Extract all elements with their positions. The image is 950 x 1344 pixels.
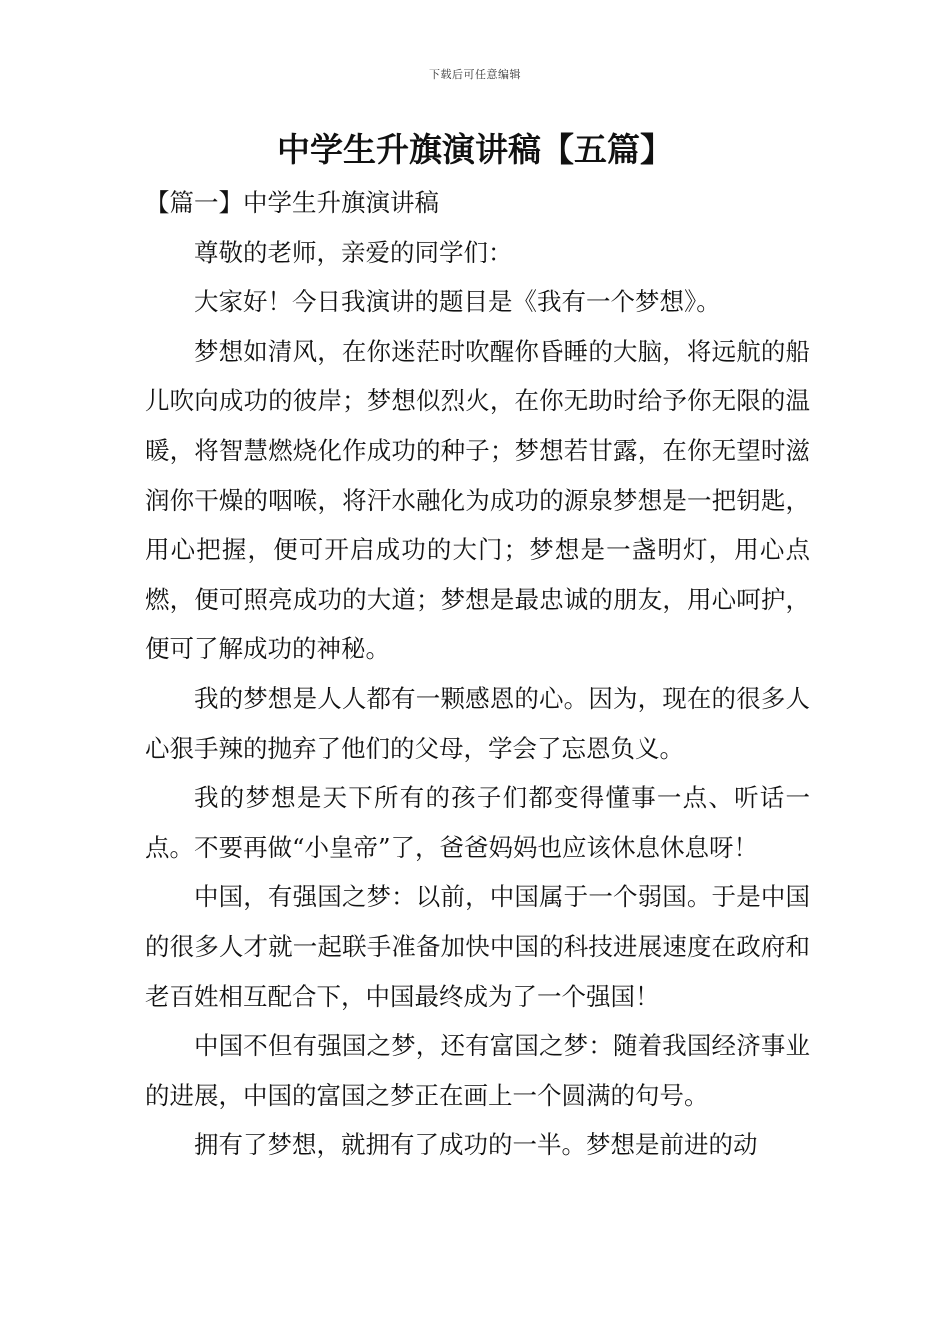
- paragraph-strong-nation: 中国，有强国之梦：以前，中国属于一个弱国。于是中国的很多人才就一起联手准备加快中国的科技进展速度在政府和老百姓相互配合下，中国最终成为了一个强国！: [145, 882, 810, 1011]
- paragraph-gratitude: 我的梦想是人人都有一颗感恩的心。因为，现在的很多人心狠手辣的抛弃了他们的父母，学会了忘恩负义。: [145, 683, 810, 763]
- section-heading: 【篇一】中学生升旗演讲稿: [145, 188, 439, 217]
- paragraph-closing: 拥有了梦想，就拥有了成功的一半。梦想是前进的动: [194, 1130, 758, 1160]
- document-body: [145, 178, 810, 1170]
- paragraph-rich-nation: 中国不但有强国之梦，还有富国之梦：随着我国经济事业的进展，中国的富国之梦正在画上一个圆满的句号。: [145, 1031, 810, 1110]
- paragraph-dream-metaphors: 梦想如清风，在你迷茫时吹醒你昏睡的大脑，将远航的船儿吹向成功的彼岸；梦想似烈火，在你无助时给予你无限的温暖，将智慧燃烧化作成功的种子；梦想若甘露，在你无望时滋润你干燥的咽喉，将汗水融化为成功的源泉梦想是一把钥匙，用心把握，便可开启成功的大门；梦想是一盏明灯，用心点燃，便可照亮成功的大道；梦想是最忠诚的朋友，用心呵护，便可了解成功的神秘。: [145, 336, 810, 664]
- header-note: 下载后可任意编辑: [429, 68, 521, 81]
- document-title: 中学生升旗演讲稿【五篇】: [277, 130, 673, 169]
- paragraph-children: 我的梦想是天下所有的孩子们都变得懂事一点、听话一点。不要再做“小皇帝”了，爸爸妈妈也应该休息休息呀！: [145, 783, 810, 862]
- paragraph-opening: 大家好！今日我演讲的题目是《我有一个梦想》。: [194, 287, 721, 317]
- paragraph-greeting: 尊敬的老师，亲爱的同学们：: [194, 237, 513, 267]
